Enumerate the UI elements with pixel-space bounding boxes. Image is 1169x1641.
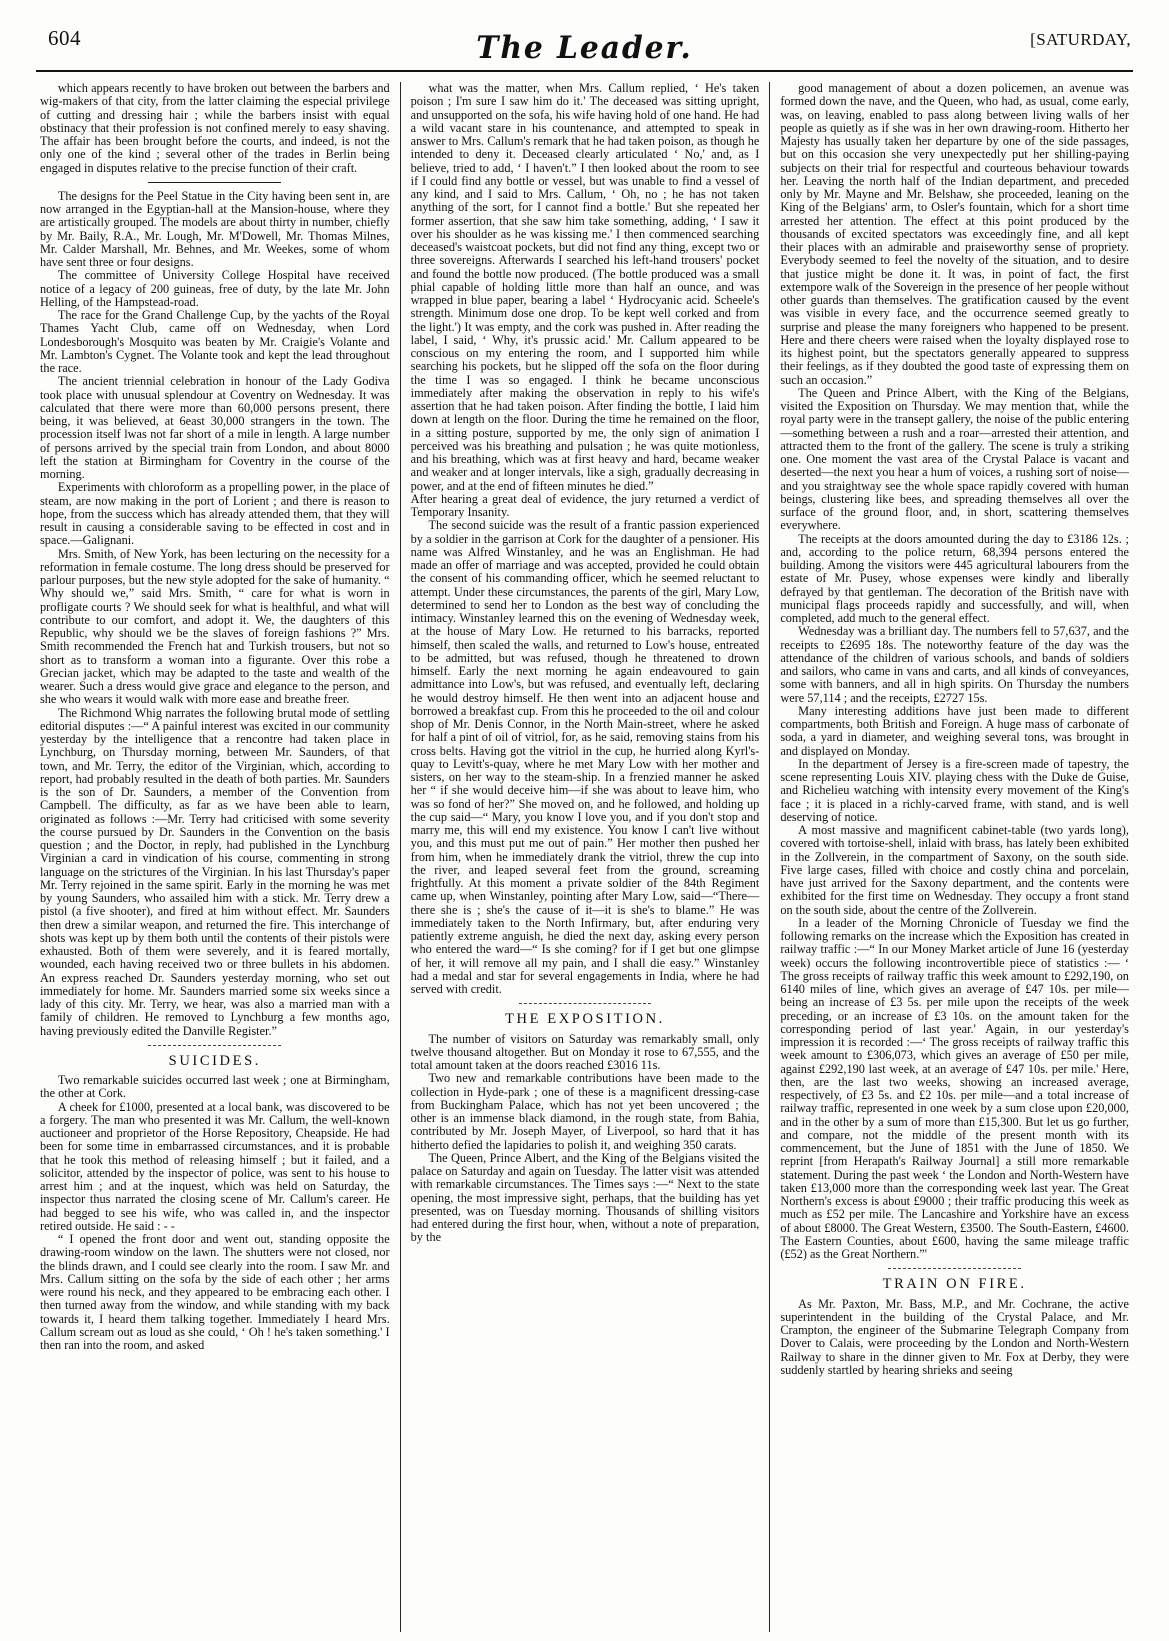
verdict-paragraph: After hearing a great deal of evidence, the jury returned a verdict of Temporary Insanity.: [410, 491, 760, 519]
column-container: [0, 72, 1169, 1632]
jersey-fire-screen-paragraph: In the department of Jersey is a fire-screen made of tapestry, the scene representing Louis XIV. playing chess with the Duke de Guise, and Richelieu watching with intensity every movement of the King's face ; it is placed in a richly-carved frame, with stand, and is well deserving of notice.: [780, 756, 1129, 824]
page-number: 604: [48, 26, 81, 50]
column-1: [30, 82, 400, 1632]
cabinet-table-paragraph: A most massive and magnificent cabinet-table (two yards long), covered with tortoise-shell, inlaid with brass, has lately been exhibited in the Zollverein, in the compartment of Saxony, on the south side. Five large cases, filled with choice and costly china and porcelain, have just arrived for the Saxony department, and the contents were exhibited for the first time on Wednesday. They occupy a front stand on the south side, about the centre of the Zollverein.: [780, 823, 1129, 917]
masthead: [0, 0, 1169, 64]
receipts-doors-paragraph: The receipts at the doors amounted during the day to £3186 12s. ; and, according to the police return, 68,394 persons entered the building. Among the visitors were 445 agricultural labourers from the estate of Mr. Pusey, whose expenses were kindly and liberally defrayed by that gentleman. The decoration of the British nave with municipal flags proceeds rapidly and successfully, and will, when completed, add much to the general effect.: [780, 531, 1129, 625]
grand-challenge-cup-paragraph: The race for the Grand Challenge Cup, by the yachts of the Royal Thames Yacht Club, came off on Wednesday, when Lord Londesborough's Mosquito was beaten by Mr. Craigie's Volante and Mr. Lambton's Cygnet. The Volante took and kept the lead throughout the race.: [40, 308, 390, 375]
second-suicide-paragraph: The second suicide was the result of a frantic passion experienced by a soldier in the garrison at Cork for the daughter of a pensioner. His name was Alfred Winstanley, and he was an Englishman. He had made an offer of marriage and was accepted, provided he could obtain the consent of his commanding officer, which he seemed reluctant to attempt. Under these circumstances, the parents of the girl, Mary Low, determined to send her to London as the best way of concluding the intimacy. Winstanley learned this on the evening of Wednesday week, at the house of Mary Low. He returned to his barracks, reported himself, then scaled the walls, and returned to Low's house, entreated to be admitted, but was refused, though he threatened to drown himself. Early the next morning he again endeavoured to gain admittance into Low's, but was refused, and eventually left, declaring he would destroy himself. He then went into an adjacent house and borrowed a breakfast cup. From this he proceeded to the oil and colour shop of Mr. Denis Connor, in the North Main-street, where he asked for half a pint of oil of vitriol, for, as he said, removing stains from his cross belts. Having got the vitriol in the cup, he hurried along Kyrl's-quay to Levitt's-quay, where he met Mary Low with her mother and sisters, on her way to the steam-ship. In a frenzied manner he asked her “ if she would deceive him—if she was about to leave him, who was so fond of her?” She moved on, and he followed, and holding up the cup said—“ Mary, you know I love you, and if you don't stop and marry me, this will end my existence. You know I can't live without you, and this must put me out of pain.” Her mother then pushed her from him, when he immediately drank the vitriol, threw the cup into the river, and leaped several feet from the ground, screaming frightfully. At this moment a private soldier of the 84th Regiment came up, when Winstanley, pointing after Mary Low, said—“There—there she is ; she's the cause of it—it is she's to blame.” He was immediately taken to the North Infirmary, but, after enduring very patiently extreme anguish, he died the next day, asking every person who entered the ward—“ Is she coming? for if I get but one glimpse of her, it will remove all my pain, and I shall die easy.” Winstanley had a medal and star for several engagements in India, where he had served with credit.: [410, 518, 760, 996]
additions-compartments-paragraph: Many interesting additions have just been made to different compartments, both British and Foreign. A huge mass of carbonate of soda, a yard in diameter, and weighing several tons, was brought in and displayed on Monday.: [780, 703, 1129, 758]
suicides-intro-paragraph: Two remarkable suicides occurred last week ; one at Birmingham, the other at Cork.: [40, 1073, 390, 1101]
callum-forgery-paragraph: A cheek for £1000, presented at a local bank, was discovered to be a forgery. The man who presented it was Mr. Callum, the well-known auctioneer and proprietor of the Horse Repository, Cheapside. He had been for some time in embarrassed circumstances, and it is probable that he took this method of releasing himself ; but it failed, and a solicitor, attended by the inspector of police, was sent to his house to arrest him ; and at the inquest, which was held on Saturday, the inspector thus narrated the closing scene of Mr. Callum's career. He had begged to see his wife, who was called in, and the inspector retired outside. He said : - -: [40, 1099, 390, 1233]
inspector-testimony-paragraph: “ I opened the front door and went out, standing opposite the drawing-room window on the lawn. The shutters were not closed, nor the blinds drawn, and I could see clearly into the room. I saw Mr. and Mrs. Callum sitting on the sofa by the side of each other ; her arms were round his neck, and they appeared to be embracing each other. I then turned away from the window, and while standing with my back towards it, I heard them talking together. Immediately I heard Mrs. Callum scream out as loud as she could, ‘ Oh ! he's taken something.' I then ran into the room, and asked: [40, 1232, 390, 1352]
peel-statue-paragraph: The designs for the Peel Statue in the City having been sent in, are now arranged in the Egyptian-hall at the Mansion-house, where they are artistically grouped. The models are about thirty in number, chiefly by Mr. Baily, R.A., Mr. Lough, Mr. M'Dowell, Mr. Thomas Milnes, Mr. Calder Marshall, Mr. Behnes, and Mr. Weekes, some of whom have sent three or four designs.: [40, 188, 390, 269]
richmond-whig-duel-paragraph: The Richmond Whig narrates the following brutal mode of settling editorial disputes :—“ A painful interest was excited in our community yesterday by the intelligence that a rencontre had taken place in Lynchburg, on Thursday morning, between Mr. Saunders, of that town, and Mr. Terry, the editor of the Virginian, which, according to report, had probably resulted in the death of both parties. Mr. Saunders is the son of Dr. Saunders, a member of the Convention from Campbell. The difficulty, as far as we have been able to learn, originated as follows :—Mr. Terry had criticised with some severity the course pursued by Dr. Saunders in the Convention on the basis question ; and the Doctor, in reply, had published in the Lynchburg Virginian a card in vindication of his course, commenting in strong language on the strictures of the Virginian. In his last Thursday's paper Mr. Terry rejoined in the same spirit. Early in the morning he was met by young Saunders, who assailed him with a stick. Mr. Terry drew a pistol (a five shooter), and fired at him without effect. Mr. Saunders then drew a similar weapon, and returned the fire. This interchange of shots was kept up by them both until the contents of their pistols were exhausted. Both of them were severely, and it is feared mortally, wounded, each having received two or three bullets in his abdomen. An express reached Dr. Saunders yesterday morning, who set out immediately for home. Mr. Saunders married some six weeks since a lady of this city. Mr. Terry, we hear, was also a married man with a family of children. He removed to Lynchburg a few months ago, having previously edited the Danville Register.”: [40, 705, 390, 1038]
train-on-fire-divider: [888, 1268, 1020, 1269]
suicides-divider: [148, 1045, 281, 1046]
exposition-heading: THE EXPOSITION.: [505, 1011, 665, 1028]
suicides-heading: SUICIDES.: [168, 1052, 261, 1069]
barbers-wigmakers-paragraph: which appears recently to have broken out between the barbers and wig-makers of that city, from the latter claiming the especial privilege of cutting and dressing hair ; while the barbers insist with equal obstinacy that their profession is not confined merely to easy shaving. The affair has been brought before the courts, and indeed, is not the only one of the kind ; several other of the trades in Berlin being engaged in disputes relative to the precise function of their craft.: [40, 82, 390, 175]
royal-visit-continued-paragraph: good management of about a dozen policemen, an avenue was formed down the nave, and the Queen, who had, as usual, come early, was, on leaving, enabled to pass along between living walls of her people as quietly as if she was in her own drawing-room. Hitherto her Majesty has usually taken her departure by one of the side passages, but on this occasion she very unexpectedly put her shilling-paying subjects on their trial for respectful and courteous behaviour towards her. Leaving the north half of the Indian department, and preceded only by Mr. Mayne and Mr. Belshaw, she proceeded, leaning on the King of the Belgians' arm, to Osler's fountain, which for a short time arrested her attention. The effect at this point produced by the thousands of excited spectators was exceedingly fine, and all kept their places with an admirable and praiseworthy sense of propriety. Everybody seemed to feel the novelty of the situation, and to desire that justice might be done it. It was, in point of fact, the first extempore walk of the Sovereign in the presence of her people without other guards than themselves. The gratification caused by the event was visible in every face, and the occurrence seemed greatly to surprise and please the many foreigners who happened to be present. Here and there cheers were raised when the loyalty displayed rose to its highest point, but the spectators generally appeared to suppress their feelings, as if they doubted the good taste of expressing them on such an occasion.”: [780, 82, 1129, 387]
royal-visit-paragraph: The Queen, Prince Albert, and the King of the Belgians visited the palace on Saturday and again on Tuesday. The latter visit was attended with remarkable circumstances. The Times says :—“ Next to the state opening, the most impressive sight, perhaps, that the building has yet presented, was on Tuesday morning. Thousands of shilling visitors had entered during the first hour, when, without a note of preparation, by the: [410, 1150, 760, 1245]
chloroform-propelling-power-paragraph: Experiments with chloroform as a propelling power, in the place of steam, are now making in the port of Lorient ; and there is reason to hope, from the success which has already attended them, that they will result in causing a considerable saving to be effected in cost and in space.—Galignani.: [40, 480, 390, 548]
wednesday-numbers-paragraph: Wednesday was a brilliant day. The numbers fell to 57,637, and the receipts to £2695 18s. The noteworthy feature of the day was the attendance of the children of various schools, and bands of soldiers and sailors, who came in vans and carts, and all kinds of conveyances, some with banners, and all in high spirits. On Thursday the numbers were 57,114 ; and the receipts, £2727 15s.: [780, 624, 1129, 705]
train-on-fire-paragraph: As Mr. Paxton, Mr. Bass, M.P., and Mr. Cochrane, the active superintendent in the building of the Crystal Palace, and Mr. Crampton, the engineer of the Submarine Telegraph Company from Dover to Calais, were proceeding by the London and North-Western Railway to share in the dinner given to Mr. Fox at Derby, they were suddenly startled by hearing shrieks and seeing: [780, 1296, 1129, 1377]
section-divider: [148, 182, 281, 183]
exposition-divider: [519, 1003, 651, 1004]
exposition-contributions-paragraph: Two new and remarkable contributions have been made to the collection in Hyde-park ; one of these is a magnificent dressing-case from Buckingham Palace, which has not yet been uncovered ; the other is an immense black diamond, in the rough state, from Bahia, contributed by Mr. Joseph Mayer, of Liverpool, so hard that it has hitherto defied the lapidaries to polish it, and weighing 350 carats.: [410, 1071, 760, 1152]
lady-godiva-coventry-paragraph: The ancient triennial celebration in honour of the Lady Godiva took place with unusual splendour at Coventry on Wednesday. It was calculated that there were more than 60,000 persons present, there being, it was believed, at 6east 30,000 strangers in the town. The procession itself lwas not far short of a mile in length. A large number of persons arrived by the special train from London, and about 8000 left the station at Birmingham for Coventry in the course of the morning.: [40, 374, 390, 481]
newspaper-title: The Leader.: [476, 30, 693, 66]
train-on-fire-heading: TRAIN ON FIRE.: [882, 1276, 1027, 1293]
university-college-hospital-paragraph: The committee of University College Hospital have received notice of a legacy of 200 guineas, free of duty, by the late Mr. John Helling, of the Hampstead-road.: [40, 268, 390, 309]
morning-chronicle-railway-paragraph: In a leader of the Morning Chronicle of Tuesday we find the following remarks on the increase which the Exposition has created in railway traffic :—“ In our Money Market article of June 16 (yesterday week) occurs the following incontrovertible piece of statistics :— ‘ The gross receipts of railway traffic this week amount to £292,190, on 6140 miles of line, which gives an average of £47 10s. per mile—being an increase of £3 5s. per mile upon the receipts of the week preceding, or an increase of £3 10s. on the amount taken for the corresponding period of last year.' Again, in our yesterday's impression it is recorded :—‘ The gross receipts of railway traffic this week amount to £306,073, which gives an average of £50 per mile, against £292,190 last week, at an average of £47 10s. per mile.' Here, then, are the last two weeks, showing an increased average, respectively, of £3 5s. and £2 10s. per mile—and a total increase of railway traffic, represented in one week by a sum close upon £20,000, and in the other by a sum of more than £15,300. But let us go further, and compare, not the middle of the present month with its commencement, but the June of 1851 with the June of 1850. We reprint [from Herapath's Railway Journal] a still more remarkable statement. During the past week ‘ the London and North-Western have taken £13,000 more than the corresponding week last year. The Great Northern's excess is about £9000 ; their traffic producing this week as much as £52 per mile. The Lancashire and Yorkshire have an excess of about £8000. The Great Western, £3500. The South-Eastern, £4600. The Eastern Counties, about £600, having the same mileage traffic (£52) as the Great Northern.”': [780, 915, 1129, 1261]
dayline: [SATURDAY,: [1030, 30, 1131, 49]
column-3: [769, 82, 1139, 1632]
column-2: [400, 82, 770, 1632]
queen-prince-albert-thursday-paragraph: The Queen and Prince Albert, with the King of the Belgians, visited the Exposition on Thursday. We may mention that, while the royal party were in the transept gallery, the noise of the public entering—something between a rush and a roar—arrested their attention, and attracted them to the front of the gallery. The scene is truly a striking one. One moment the vast area of the Crystal Palace is vacant and deserted—the next you hear a hum of voices, a rushing sort of noise—and you straightway see the whole space rapidly covered with human beings, clustering like bees, and spreading themselves all over the surface of the ground floor, and, in short, scattering themselves everywhere.: [780, 385, 1129, 533]
mrs-smith-female-costume-paragraph: Mrs. Smith, of New York, has been lecturing on the necessity for a reformation in female costume. The long dress should be preserved for parlour purposes, but the new style adopted for the sake of humanity. “ Why should we,” said Mrs. Smith, “ care for what is worn in profligate courts ? We should seek for what is healthful, and what will contribute to our comfort, and adopt it. We, the daughters of this Republic, why should we be the slaves of foreign fashions ?” Mrs. Smith recommended the French hat and Turkish trousers, but not so short as to transform a woman into a figurante. Over this robe a Grecian jacket, which may be adapted to the taste and wealth of the wearer. Such a dress would give grace and elegance to the person, and she who wears it would walk with more ease and breathe freer.: [40, 546, 390, 707]
exposition-visitors-paragraph: The number of visitors on Saturday was remarkably small, only twelve thousand altogether. But on Monday it rose to 67,555, and the total amount taken at the doors reached £3016 11s.: [410, 1031, 760, 1072]
inspector-testimony-continued-paragraph: what was the matter, when Mrs. Callum replied, ‘ He's taken poison ; I'm sure I saw him do it.' The deceased was sitting upright, and unsupported on the sofa, his wife having hold of one hand. He had a wild vacant stare in his countenance, and attempted to speak in answer to Mrs. Callum's remark that he had taken poison, as though he intended to deny it. Deceased clearly articulated ‘ No,' and, as I believe, tried to add, ‘ I haven't.” I then looked about the room to see if I could find any bottle or vessel, but was unable to find a vessel of any kind, and I said to Mrs. Callum, ‘ Oh, no ; he has not taken anything of the sort, for I cannot find a bottle.' But she repeated her former assertion, that she saw him take something, adding, ‘ I saw it over his shoulder as he was kissing me.' I then commenced searching deceased's waistcoat pockets, but did not find any thing, except two or three sovereigns. Afterwards I searched his left-hand trousers' pocket and found the bottle now produced. (The bottle produced was a small phial capable of holding little more than half an ounce, and was wrapped in blue paper, bearing a label ‘ Hydrocyanic acid. Scheele's strength. Minimum dose one drop. To be kept well corked and from the light.') It was empty, and the cork was pushed in. After reading the label, I said, ‘ Why, it's prussic acid.' Mr. Callum appeared to be conscious on my entering the room, and I supported him while searching his pockets, but he slipped off the sofa on the floor during the time I was so engaged. I think he became unconscious immediately after making the observation in reply to his wife's assertion that he had taken poison. After finding the bottle, I laid him down at length on the floor. During the time he remained on the floor, in a sitting posture, supported by me, the only sign of animation I perceived was his breathing and pulsation ; he was quite motionless, and his breathing, which was at first heavy and hard, became weaker and weaker and at longer intervals, like a sigh, gradually decreasing in power, and at the end of fifteen minutes he died.”: [410, 82, 760, 493]
